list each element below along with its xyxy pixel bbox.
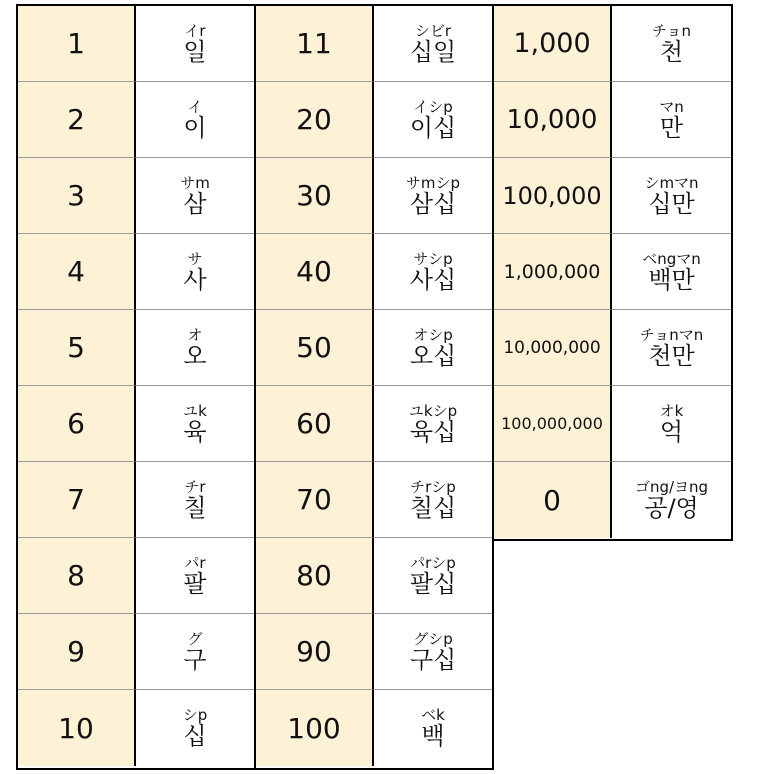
number-cell: [18, 538, 136, 614]
number-value: 3: [67, 179, 85, 212]
number-value: 1,000,000: [503, 260, 601, 283]
number-cell: [494, 82, 612, 158]
katakana-reading: イr: [184, 21, 206, 40]
number-cell: [494, 234, 612, 310]
number-cell: [494, 386, 612, 462]
number-cell: [494, 462, 612, 538]
hangul-word: 칠십: [409, 493, 457, 522]
number-value: 1: [67, 27, 85, 60]
hangul-word: 삼십: [409, 189, 457, 218]
katakana-reading: オシp: [413, 325, 453, 344]
hangul-word: 이: [183, 113, 207, 142]
number-cell: [18, 82, 136, 158]
number-cell: [18, 614, 136, 690]
katakana-reading: イ: [187, 97, 203, 116]
hangul-word: 십만: [648, 189, 695, 218]
korean-word-cell: [612, 462, 731, 538]
number-value: 0: [543, 483, 561, 517]
katakana-reading: サシp: [413, 249, 453, 268]
katakana-reading: グシp: [413, 629, 453, 648]
katakana-reading: サm: [180, 173, 210, 192]
number-value: 20: [296, 103, 332, 136]
number-value: 5: [67, 331, 85, 364]
korean-word-cell: [612, 386, 731, 462]
korean-word-cell: [136, 614, 254, 690]
number-value: 2: [67, 103, 85, 136]
number-cell: [18, 386, 136, 462]
katakana-reading: イシp: [413, 97, 453, 116]
number-cell: [256, 82, 374, 158]
number-value: 6: [67, 407, 85, 440]
katakana-reading: マn: [659, 97, 684, 116]
hangul-word: 오: [183, 341, 207, 370]
hangul-word: 백만: [648, 265, 695, 294]
korean-word-cell: [374, 538, 492, 614]
hangul-word: 칠: [183, 493, 207, 522]
korean-word-cell: [136, 158, 254, 234]
hangul-word: 오십: [409, 341, 457, 370]
number-value: 80: [296, 559, 332, 592]
korean-word-cell: [374, 6, 492, 82]
number-value: 100: [287, 711, 341, 745]
group-1-table: [16, 4, 256, 770]
number-cell: [18, 462, 136, 538]
number-value: 90: [296, 635, 332, 668]
number-value: 4: [67, 255, 85, 288]
number-value: 30: [296, 179, 332, 212]
korean-word-cell: [136, 310, 254, 386]
korean-word-cell: [374, 462, 492, 538]
hangul-word: 십일: [409, 37, 457, 66]
hangul-word: 삼: [183, 189, 207, 218]
number-cell: [256, 462, 374, 538]
number-cell: [256, 690, 374, 766]
hangul-word: 구십: [409, 645, 457, 674]
number-cell: [494, 6, 612, 82]
hangul-word: 억: [659, 417, 684, 446]
number-value: 7: [67, 483, 85, 516]
katakana-reading: サ: [187, 249, 203, 268]
hangul-word: 구: [183, 645, 207, 674]
hangul-word: 사십: [409, 265, 457, 294]
number-cell: [256, 386, 374, 462]
hangul-word: 만: [659, 113, 684, 142]
number-cell: [18, 158, 136, 234]
korean-word-cell: [136, 82, 254, 158]
katakana-reading: チョn: [651, 21, 692, 40]
hangul-word: 백: [421, 722, 445, 750]
korean-word-cell: [612, 6, 731, 82]
korean-word-cell: [612, 310, 731, 386]
katakana-reading: オ: [187, 325, 203, 344]
number-value: 50: [296, 331, 332, 364]
katakana-reading: チr: [184, 477, 206, 496]
korean-word-cell: [136, 386, 254, 462]
number-value: 1,000: [513, 28, 591, 59]
number-cell: [256, 538, 374, 614]
hangul-word: 팔: [183, 569, 207, 598]
number-value: 10,000,000: [503, 337, 601, 358]
hangul-word: 이십: [409, 113, 457, 142]
korean-word-cell: [136, 6, 254, 82]
katakana-reading: チrシp: [410, 477, 456, 496]
number-value: 60: [296, 407, 332, 440]
korean-word-cell: [374, 82, 492, 158]
korean-word-cell: [374, 690, 492, 766]
korean-word-cell: [374, 158, 492, 234]
number-value: 100,000,000: [501, 414, 603, 433]
katakana-reading: シp: [182, 706, 208, 724]
katakana-reading: ユkシp: [408, 401, 458, 420]
hangul-word: 사: [183, 265, 207, 294]
hangul-word: 육십: [409, 417, 457, 446]
group-2-table: [254, 4, 494, 770]
number-value: 8: [67, 559, 85, 592]
number-value: 100,000: [502, 181, 602, 210]
number-value: 10: [58, 711, 94, 745]
katakana-reading: ベk: [421, 706, 445, 724]
number-cell: [256, 310, 374, 386]
katakana-reading: パr: [184, 553, 206, 572]
korean-word-cell: [136, 690, 254, 766]
hangul-word: 팔십: [409, 569, 457, 598]
number-value: 11: [296, 27, 332, 60]
korean-word-cell: [612, 234, 731, 310]
number-cell: [256, 614, 374, 690]
korean-word-cell: [374, 234, 492, 310]
number-value: 9: [67, 635, 85, 668]
katakana-reading: ゴng/ヨng: [634, 478, 709, 496]
number-cell: [494, 310, 612, 386]
katakana-reading: チョnマn: [639, 325, 704, 344]
korean-word-cell: [374, 310, 492, 386]
korean-word-cell: [374, 614, 492, 690]
katakana-reading: シビr: [414, 21, 452, 40]
hangul-word: 천만: [648, 341, 695, 370]
korean-word-cell: [136, 462, 254, 538]
number-cell: [256, 158, 374, 234]
katakana-reading: パrシp: [410, 553, 456, 572]
number-cell: [18, 234, 136, 310]
korean-word-cell: [374, 386, 492, 462]
number-cell: [256, 234, 374, 310]
number-cell: [256, 6, 374, 82]
katakana-reading: ユk: [183, 401, 207, 420]
number-value: 40: [296, 255, 332, 288]
korean-word-cell: [136, 234, 254, 310]
korean-word-cell: [136, 538, 254, 614]
number-value: 10,000: [506, 104, 598, 135]
korean-word-cell: [612, 82, 731, 158]
hangul-word: 십: [183, 722, 207, 750]
group-3-table: [492, 4, 733, 541]
number-value: 70: [296, 483, 332, 516]
katakana-reading: ベngマn: [642, 249, 701, 268]
katakana-reading: シmマn: [644, 173, 699, 192]
number-cell: [18, 310, 136, 386]
number-cell: [18, 6, 136, 82]
katakana-reading: オk: [659, 401, 684, 420]
hangul-word: 천: [659, 37, 684, 66]
korean-word-cell: [612, 158, 731, 234]
katakana-reading: グ: [187, 629, 203, 648]
hangul-word: 육: [183, 417, 207, 446]
number-cell: [494, 158, 612, 234]
number-cell: [18, 690, 136, 766]
katakana-reading: サmシp: [405, 173, 461, 192]
hangul-word: 일: [183, 37, 207, 66]
hangul-word: 공/영: [644, 494, 699, 522]
